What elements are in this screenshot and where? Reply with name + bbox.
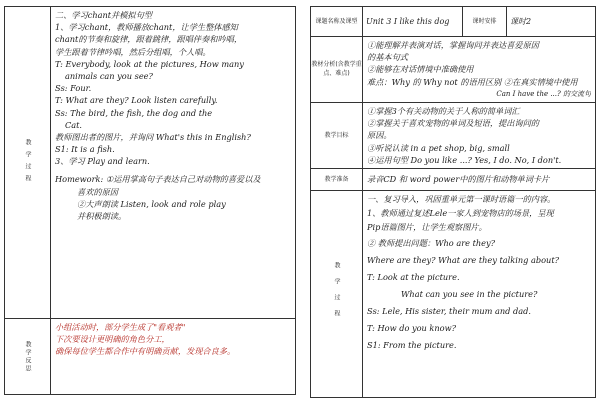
process-line: 喜欢的原因 <box>77 186 118 197</box>
analysis-label: 教材分析(含教学重点、难点) <box>311 61 362 78</box>
objectives-label: 教学目标 <box>324 131 349 139</box>
process-line: ②大声朗读 Listen, look and role play <box>77 198 226 209</box>
topic-label: 课题名称及课型 <box>315 18 358 25</box>
process-line: Homework: ①运用掌高句子表达自己对动物的喜爱以及 <box>55 174 261 185</box>
topic-value: Unit 3 I like this dog <box>366 17 450 26</box>
process-line: 1、学习chant，教师播放chant，让学生整体感知 <box>55 22 238 33</box>
objectives-label-cell <box>311 102 363 168</box>
lesson-plan-left-page <box>4 6 296 394</box>
preparation-value: 录音CD 和 word power中的图片和动物单词卡片 <box>367 173 550 184</box>
reflection-label: 教学反思 <box>24 340 31 373</box>
objectives-content <box>363 103 595 168</box>
process-line: T: Everybody, look at the pictures, How many <box>55 58 244 69</box>
analysis-line: ①能理解并表演对话，掌握询问并表达喜爱原因 <box>367 40 539 50</box>
process-content <box>51 7 295 224</box>
process-content-cell-right <box>363 190 596 397</box>
reflection-content <box>51 319 295 360</box>
topic-value-cell <box>363 7 463 37</box>
process-line: Ss: Four. <box>55 83 92 94</box>
analysis-content <box>363 37 595 102</box>
process-line-right: S1: From the picture. <box>367 339 457 350</box>
process-line-right: ② 教师提出问题：Who are they? <box>367 237 495 248</box>
process-line: 3、学习 Play and learn. <box>55 156 150 167</box>
process-line-right: T: How do you know? <box>367 322 456 333</box>
objectives-content-cell <box>363 102 596 168</box>
analysis-line: ②能够在对话情境中准确使用 <box>367 64 474 75</box>
objective-line: 原因。 <box>367 130 392 141</box>
process-content-cell <box>51 7 296 319</box>
process-line: 教师图出者的图片，并询问 What's this in English? <box>55 131 251 142</box>
preparation-content <box>363 169 595 187</box>
preparation-content-cell <box>363 168 596 190</box>
process-line-right: Where are they? What are they talking about? <box>367 254 559 265</box>
hours-value-cell <box>507 7 596 37</box>
analysis-line: Can I have the ...? 的交流句 <box>496 89 591 98</box>
analysis-line: 难点：Why 的 Why not 的语用区别 ②在真实情境中使用 <box>367 76 578 87</box>
process-label: 教学过程 <box>24 138 31 187</box>
process-line: Ss: The bird, the fish, the dog and the <box>55 107 213 118</box>
preparation-label-cell <box>311 168 363 190</box>
process-line-right: 一、复习导入，巩固重单元第一课时语篇一的内容。 <box>367 193 556 204</box>
process-content-right <box>363 191 595 358</box>
objective-line: ④运用句型 Do you like ...? Yes, I do. No, I don't. <box>367 154 562 165</box>
process-label-right: 教学过程 <box>333 261 340 326</box>
process-line: 学生跟着节律吟唱，然后分组唱，个人唱。 <box>55 46 211 57</box>
topic-label-cell <box>311 7 363 37</box>
process-line-right: 1、教师通过复述Lele一家人到宠物店的场景，呈现 <box>367 207 554 218</box>
process-line-right: Pip语篇图片，让学生观察图片。 <box>367 221 487 232</box>
preparation-label: 教学准备 <box>324 175 349 183</box>
hours-value: 课时2 <box>510 17 532 26</box>
objective-line: ①掌握3个有关动物的关于人称的简单词汇 <box>367 105 520 116</box>
hours-label-cell <box>463 7 507 37</box>
process-line: 并积极朗读。 <box>77 211 127 221</box>
process-label-cell <box>5 7 51 319</box>
analysis-line: 的基本句式 <box>367 52 408 63</box>
process-line-right: Ss: Lele, His sister, their mum and dad. <box>367 305 531 316</box>
process-line: chant的节奏和旋律，跟着跳律，跟唱伴奏和吟唱， <box>55 34 243 45</box>
analysis-content-cell <box>363 37 596 103</box>
reflection-line: 确保每位学生都合作中有明确贡献，发现合良多。 <box>55 346 236 357</box>
process-line: S1: It is a fish. <box>55 144 115 155</box>
process-line: 二、学习chant并模拟句型 <box>55 10 152 20</box>
reflection-content-cell <box>51 319 296 395</box>
analysis-label-cell <box>311 37 363 103</box>
reflection-line: 下次要设计更明确的角色分工， <box>55 334 170 345</box>
process-label-cell-right <box>311 190 363 397</box>
process-line-right: What can you see in the picture? <box>401 288 538 299</box>
reflection-label-cell <box>5 319 51 395</box>
hours-label: 课时安排 <box>472 18 497 25</box>
reflection-line: 小组活动时，部分学生成了"看观者" <box>55 322 186 332</box>
process-line: T: What are they? Look listen carefully. <box>55 95 218 106</box>
left-page-table <box>4 6 296 395</box>
lesson-plan-right-page <box>310 6 596 398</box>
process-line: animals can you see? <box>65 70 153 81</box>
process-line: Cat. <box>65 119 83 130</box>
objective-line: ②掌握关于喜欢宠物的单词及短语，提出询问的 <box>367 118 539 129</box>
right-page-table <box>310 6 596 398</box>
process-line-right: T: Look at the picture. <box>367 271 460 282</box>
objective-line: ③听说认读 in a pet shop, big, small <box>367 142 510 153</box>
